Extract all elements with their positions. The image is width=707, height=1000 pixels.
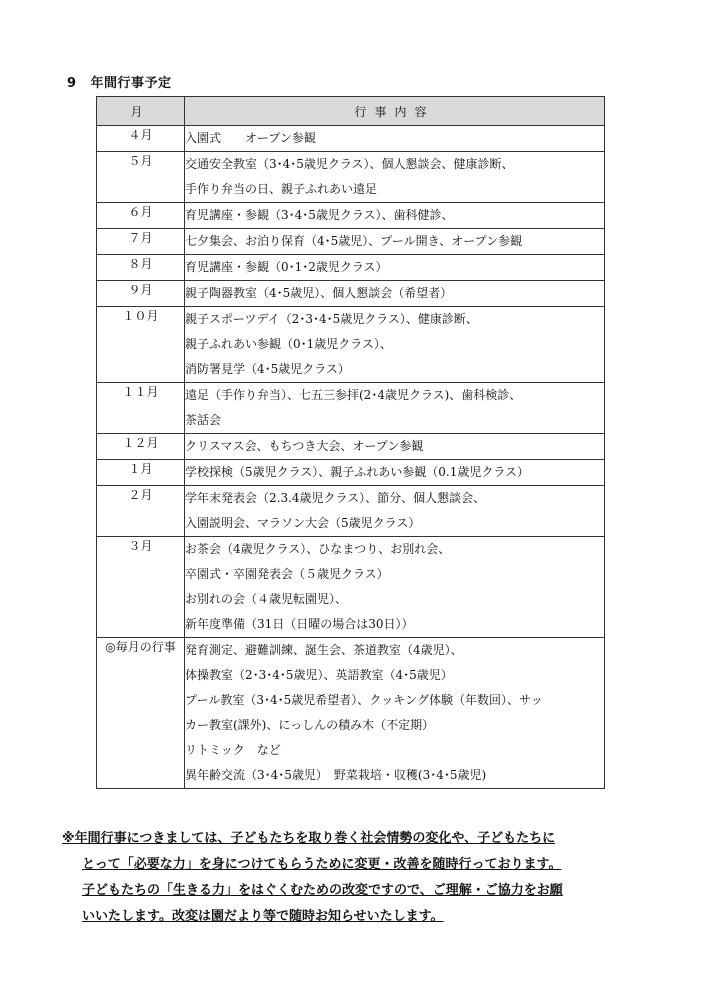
table-row xyxy=(97,229,605,255)
month-cell: ◎毎月の行事 xyxy=(97,638,185,789)
notice-line: とって「必要な力」を身につけてもらうために変更・改善を随時行っております。 xyxy=(82,857,562,872)
month-cell: １０月 xyxy=(97,307,185,383)
event-line: お茶会（4歳児クラス）、ひなまつり、お別れ会、 xyxy=(185,542,451,556)
month-cell: ３月 xyxy=(97,537,185,638)
events-cell xyxy=(185,434,605,460)
event-line: 発育測定、避難訓練、誕生会、茶道教室（4歳児）、 xyxy=(185,643,463,657)
event-line: リトミック など xyxy=(185,743,281,757)
event-line: 遠足（手作り弁当）、七五三参拝(2･4歳児クラス)、歯科検診、 xyxy=(185,388,522,402)
events-cell xyxy=(185,281,605,307)
notice-text xyxy=(62,826,662,930)
events-cell xyxy=(185,152,605,203)
event-line: 異年齢交流（3･4･5歳児） 野菜栽培・収穫(3･4･5歳児) xyxy=(185,768,487,782)
event-line: 新年度準備（31日（日曜の場合は30日）） xyxy=(185,617,414,631)
event-line: 七夕集会、お泊り保育（4･5歳児）、プール開き、オープン参観 xyxy=(185,234,523,248)
event-line: クリスマス会、もちつき大会、オープン参観 xyxy=(185,439,424,453)
event-line: 学校探検（5歳児クラス）、親子ふれあい参観（0.1歳児クラス） xyxy=(185,465,530,479)
notice-line: ※年間行事につきましては、子どもたちを取り巻く社会情勢の変化や、子どもたちに xyxy=(62,831,556,846)
table-row xyxy=(97,152,605,203)
table-row xyxy=(97,203,605,229)
table-row xyxy=(97,307,605,383)
month-column-header: 月 xyxy=(97,97,185,126)
table-body xyxy=(97,126,605,789)
month-cell: ５月 xyxy=(97,152,185,203)
event-line: 親子スポーツデイ（2･3･4･5歳児クラス）、健康診断、 xyxy=(185,312,478,326)
event-line: 育児講座・参観（3･4･5歳児クラス）、歯科健診、 xyxy=(185,208,454,222)
events-cell xyxy=(185,460,605,486)
event-line: 消防署見学（4･5歳児クラス） xyxy=(185,362,350,376)
month-cell: １月 xyxy=(97,460,185,486)
table-row xyxy=(97,281,605,307)
event-line: プール教室（3･4･5歳児希望者）、クッキング体験（年数回）、サッ xyxy=(185,693,543,707)
month-cell: ２月 xyxy=(97,486,185,537)
month-cell: １２月 xyxy=(97,434,185,460)
table-row xyxy=(97,537,605,638)
section-number: 9 xyxy=(67,76,77,91)
event-line: 手作り弁当の日、親子ふれあい遠足 xyxy=(185,182,378,196)
event-line: カー教室(課外)、にっしんの積み木（不定期） xyxy=(185,718,435,732)
month-cell: ９月 xyxy=(97,281,185,307)
table-header-row xyxy=(97,97,605,126)
content-column-header: 行事内容 xyxy=(185,97,605,126)
events-cell xyxy=(185,126,605,152)
annual-events-table xyxy=(96,96,605,789)
events-cell xyxy=(185,537,605,638)
table-row xyxy=(97,486,605,537)
month-cell: ４月 xyxy=(97,126,185,152)
event-line: お別れの会（４歳児転園児）、 xyxy=(185,592,348,606)
event-line: 入園式 オープン参観 xyxy=(185,131,316,145)
event-line: 卒園式・卒園発表会（５歳児クラス） xyxy=(185,567,389,581)
event-line: 体操教室（2･3･4･5歳児）、英語教室（4･5歳児） xyxy=(185,668,453,682)
table-row xyxy=(97,434,605,460)
month-cell: ８月 xyxy=(97,255,185,281)
month-cell: １１月 xyxy=(97,383,185,434)
event-line: 交通安全教室（3･4･5歳児クラス）、個人懇談会、健康診断、 xyxy=(185,157,514,171)
events-cell xyxy=(185,307,605,383)
table-row xyxy=(97,460,605,486)
event-line: 学年末発表会（2.3.4歳児クラス）、節分、個人懇談会、 xyxy=(185,491,486,505)
events-cell xyxy=(185,383,605,434)
event-line: 親子陶器教室（4･5歳児）、個人懇談会（希望者） xyxy=(185,286,453,300)
event-line: 茶話会 xyxy=(185,413,222,427)
table-row xyxy=(97,255,605,281)
events-cell xyxy=(185,229,605,255)
event-line: 親子ふれあい参観（0･1歳児クラス）、 xyxy=(185,337,392,351)
table-row xyxy=(97,638,605,789)
table-row xyxy=(97,383,605,434)
month-cell: ６月 xyxy=(97,203,185,229)
events-cell xyxy=(185,203,605,229)
events-cell xyxy=(185,255,605,281)
section-title: 年間行事予定 xyxy=(90,76,172,91)
notice-line: いいたします。改変は園だより等で随時お知らせいたします。 xyxy=(82,909,444,924)
event-line: 育児講座・参観（0･1･2歳児クラス） xyxy=(185,260,388,274)
section-heading xyxy=(67,72,172,91)
notice-line: 子どもたちの「生きる力」をはぐくむための改変ですので、ご理解・ご協力をお願 xyxy=(82,883,563,898)
table-row xyxy=(97,126,605,152)
event-line: 入園説明会、マラソン大会（5歳児クラス） xyxy=(185,516,421,530)
events-cell xyxy=(185,638,605,789)
events-cell xyxy=(185,486,605,537)
month-cell: ７月 xyxy=(97,229,185,255)
